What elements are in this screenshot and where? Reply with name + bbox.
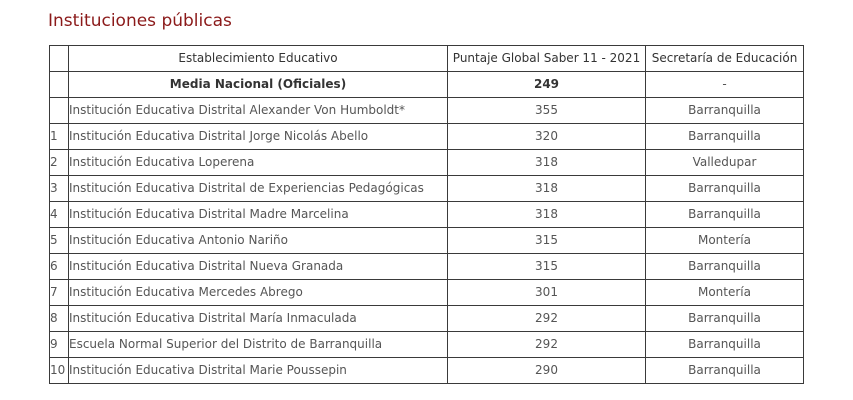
average-label: Media Nacional (Oficiales) [69,72,448,98]
row-score: 320 [448,124,646,150]
row-establishment: Institución Educativa Distrital Nueva Granada [69,254,448,280]
row-secretaria: Montería [646,228,804,254]
row-score: 318 [448,150,646,176]
average-secretaria: - [646,72,804,98]
row-secretaria: Barranquilla [646,176,804,202]
ranking-table [49,45,804,384]
row-secretaria: Barranquilla [646,202,804,228]
table-row [50,228,804,254]
table-header-row [50,46,804,72]
row-rank: 1 [50,124,69,150]
row-rank: 8 [50,306,69,332]
row-secretaria: Barranquilla [646,306,804,332]
row-secretaria: Barranquilla [646,98,804,124]
row-score: 318 [448,176,646,202]
row-rank: 7 [50,280,69,306]
row-score: 292 [448,332,646,358]
row-rank: 3 [50,176,69,202]
table-row [50,358,804,384]
row-rank: 5 [50,228,69,254]
row-rank: 2 [50,150,69,176]
row-score: 301 [448,280,646,306]
row-rank [50,98,69,124]
row-establishment: Institución Educativa Loperena [69,150,448,176]
row-score: 292 [448,306,646,332]
table-row [50,332,804,358]
table-row [50,150,804,176]
section-title: Instituciones públicas [48,11,232,31]
row-secretaria: Montería [646,280,804,306]
row-secretaria: Barranquilla [646,124,804,150]
row-establishment: Institución Educativa Distrital Alexander Von Humboldt* [69,98,448,124]
table-row [50,306,804,332]
row-rank: 9 [50,332,69,358]
row-establishment: Institución Educativa Antonio Nariño [69,228,448,254]
header-establishment: Establecimiento Educativo [69,46,448,72]
row-establishment: Institución Educativa Distrital de Experiencias Pedagógicas [69,176,448,202]
row-establishment: Escuela Normal Superior del Distrito de Barranquilla [69,332,448,358]
table-row [50,254,804,280]
row-establishment: Institución Educativa Distrital Madre Marcelina [69,202,448,228]
row-secretaria: Barranquilla [646,254,804,280]
row-establishment: Institución Educativa Distrital Jorge Nicolás Abello [69,124,448,150]
row-establishment: Institución Educativa Mercedes Abrego [69,280,448,306]
row-establishment: Institución Educativa Distrital Marie Poussepin [69,358,448,384]
header-secretaria: Secretaría de Educación [646,46,804,72]
average-rank [50,72,69,98]
row-rank: 4 [50,202,69,228]
row-score: 355 [448,98,646,124]
table-row [50,202,804,228]
table-row [50,124,804,150]
row-score: 315 [448,254,646,280]
row-score: 290 [448,358,646,384]
row-score: 318 [448,202,646,228]
row-rank: 10 [50,358,69,384]
table-body [50,72,804,384]
row-secretaria: Barranquilla [646,358,804,384]
table-row [50,98,804,124]
table-row [50,176,804,202]
header-rank [50,46,69,72]
national-average-row [50,72,804,98]
header-score: Puntaje Global Saber 11 - 2021 [448,46,646,72]
row-score: 315 [448,228,646,254]
row-secretaria: Barranquilla [646,332,804,358]
row-rank: 6 [50,254,69,280]
row-secretaria: Valledupar [646,150,804,176]
average-score: 249 [448,72,646,98]
row-establishment: Institución Educativa Distrital María Inmaculada [69,306,448,332]
table-row [50,280,804,306]
